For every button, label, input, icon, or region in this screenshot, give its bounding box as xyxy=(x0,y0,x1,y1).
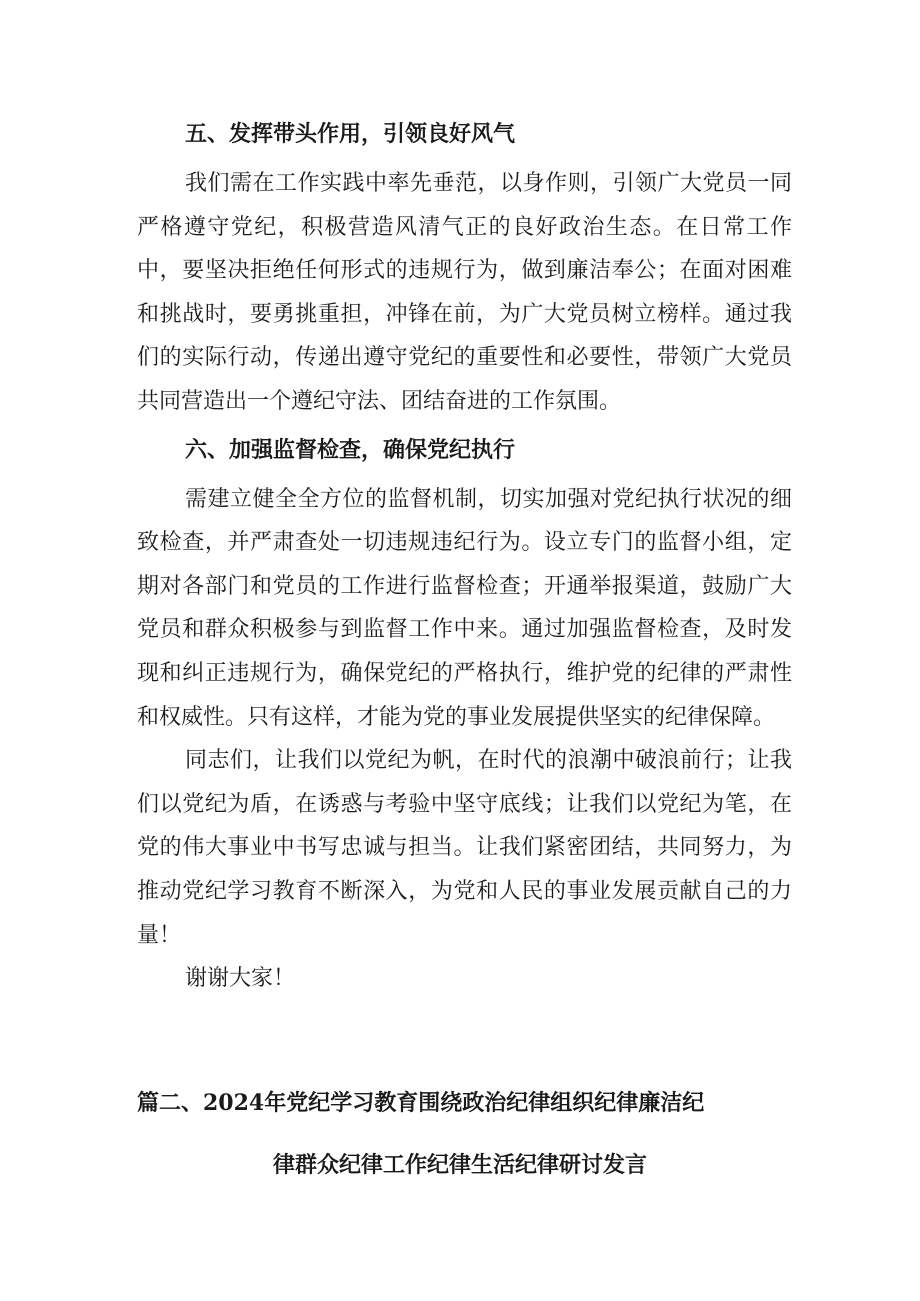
section-heading-5: 五、发挥带头作用，引领良好风气 xyxy=(185,122,516,147)
closing-paragraph: 同志们，让我们以党纪为帆，在时代的浪潮中破浪前行；让我们以党纪为盾，在诱惑与考验中坚守底线；让我们以党纪为笔，在党的伟大事业中书写忠诚与担当。让我们紧密团结，共同努力，为推动党纪学习教育不断深入，为党和人民的事业发展贡献自己的力量！ xyxy=(137,748,792,948)
thanks-text: 谢谢大家！ xyxy=(185,966,296,992)
document-body xyxy=(137,108,792,1001)
section-paragraph-5: 我们需在工作实践中率先垂范，以身作则，引领广大党员一同严格遵守党纪，积极营造风清气正的良好政治生态。在日常工作中，要坚决拒绝任何形式的违规行为，做到廉洁奉公；在面对困难和挑战时，要勇挑重担，冲锋在前，为广大党员树立榜样。通过我们的实际行动，传递出遵守党纪的重要性和必要性，带领广大党员共同营造出一个遵纪守法、团结奋进的工作氛围。 xyxy=(137,171,792,414)
next-article-title-line-1: 篇二、2024年党纪学习教育围绕政治纪律组织纪律廉洁纪 xyxy=(137,1090,705,1116)
next-article-title-line-2: 律群众纪律工作纪律生活纪律研讨发言 xyxy=(272,1152,647,1178)
section-paragraph-6: 需建立健全全方位的监督机制，切实加强对党纪执行状况的细致检查，并严肃查处一切违规违纪行为。设立专门的监督小组，定期对各部门和党员的工作进行监督检查；开通举报渠道，鼓励广大党员和群众积极参与到监督工作中来。通过加强监督检查，及时发现和纠正违规行为，确保党纪的严格执行，维护党的纪律的严肃性和权威性。只有这样，才能为党的事业发展提供坚实的纪律保障。 xyxy=(137,486,792,730)
section-heading-6: 六、加强监督检查，确保党纪执行 xyxy=(185,437,516,463)
